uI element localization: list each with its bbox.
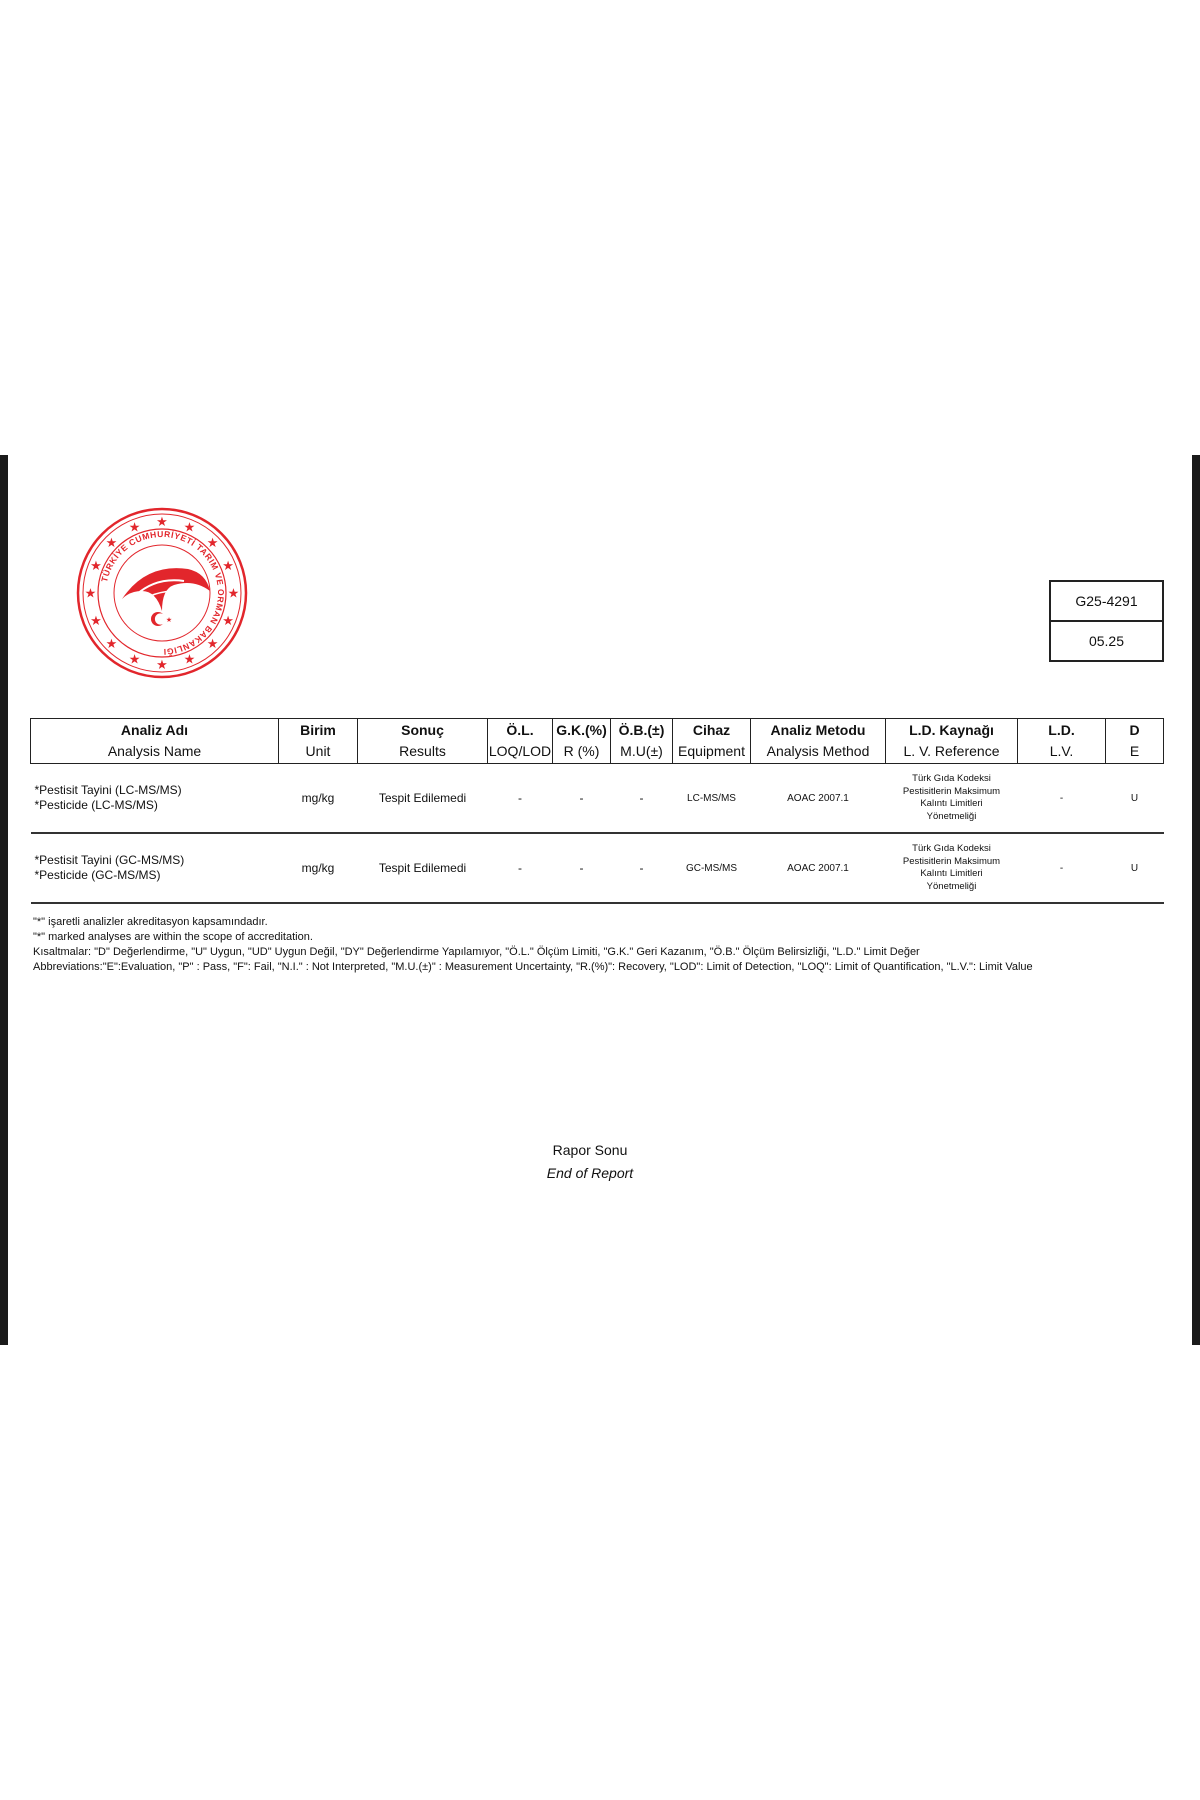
seal-star-icon: ★ — [206, 535, 219, 551]
analysis-name-cell: *Pestisit Tayini (LC-MS/MS) *Pesticide (LC-MS/MS) — [31, 764, 279, 834]
note-abbreviations-tr: Kısaltmalar: "D" Değerlendirme, "U" Uygun, "UD" Uygun Değil, "DY" Değerlendirme Yapılamıyor, "Ö.L." Ölçüm Limiti, "G.K." Geri Kazanım, "Ö.B." Ölçüm Belirsizliği, "L.D." Limit Değer — [33, 946, 920, 958]
note-abbreviations-en: Abbreviations:"E":Evaluation, "P" : Pass, "F": Fail, "N.I." : Not Interpreted, "M.U.(±)" : Measurement Uncertainty, "R.(%)": Recovery, "LOD": Limit of Detection, "LOQ": Limit of Quantification, "L.V.": Limit Value — [33, 961, 1033, 973]
table-header-row — [31, 719, 1164, 764]
seal-star-icon: ★ — [90, 559, 102, 575]
reference-cell: Türk Gıda Kodeksi Pestisitlerin Maksimum Kalıntı Limitleri Yönetmeliği — [886, 764, 1018, 834]
limit-cell: - — [1018, 764, 1106, 834]
seal-star-icon: ★ — [105, 535, 118, 551]
header-loq: Ö.L. LOQ/LOD — [488, 719, 553, 764]
result-cell: Tespit Edilemedi — [358, 833, 488, 903]
loq-cell: - — [488, 764, 553, 834]
ministry-seal-logo — [76, 507, 248, 679]
report-date: 05.25 — [1051, 620, 1162, 660]
unit-cell: mg/kg — [279, 833, 358, 903]
header-evaluation: D E — [1106, 719, 1164, 764]
svg-text:★: ★ — [165, 616, 173, 624]
seal-star-icon: ★ — [183, 652, 196, 668]
seal-star-icon: ★ — [90, 613, 102, 629]
seal-star-icon: ★ — [183, 520, 196, 536]
recovery-cell: - — [553, 833, 611, 903]
header-recovery: G.K.(%) R (%) — [553, 719, 611, 764]
seal-star-icon: ★ — [128, 520, 141, 536]
report-page — [30, 455, 1160, 1345]
header-equipment: Cihaz Equipment — [673, 719, 751, 764]
header-results: Sonuç Results — [358, 719, 488, 764]
scan-edge-left — [0, 455, 8, 1345]
seal-star-icon: ★ — [156, 515, 168, 530]
seal-star-icon: ★ — [105, 637, 118, 653]
seal-star-icon: ★ — [206, 637, 219, 653]
seal-star-icon: ★ — [128, 652, 141, 668]
header-unit: Birim Unit — [279, 719, 358, 764]
footnotes — [33, 915, 1163, 975]
end-of-report-en: End of Report — [546, 1165, 634, 1181]
limit-cell: - — [1018, 833, 1106, 903]
loq-cell: - — [488, 833, 553, 903]
evaluation-cell: U — [1106, 764, 1164, 834]
seal-star-icon: ★ — [222, 559, 234, 575]
equipment-cell: GC-MS/MS — [673, 833, 751, 903]
note-accreditation-tr: "*" işaretli analizler akreditasyon kapsamındadır. — [33, 916, 268, 928]
method-cell: AOAC 2007.1 — [751, 764, 886, 834]
evaluation-cell: U — [1106, 833, 1164, 903]
end-of-report — [30, 1139, 1150, 1185]
seal-star-icon: ★ — [84, 586, 97, 602]
seal-star-icon: ★ — [156, 658, 168, 673]
scan-edge-right — [1192, 455, 1200, 1345]
recovery-cell: - — [553, 764, 611, 834]
results-table — [30, 718, 1164, 904]
end-of-report-tr: Rapor Sonu — [552, 1142, 628, 1158]
method-cell: AOAC 2007.1 — [751, 833, 886, 903]
report-number: G25-4291 — [1075, 593, 1138, 609]
seal-star-icon: ★ — [222, 613, 234, 629]
header-limit: L.D. L.V. — [1018, 719, 1106, 764]
header-reference: L.D. Kaynağı L. V. Reference — [886, 719, 1018, 764]
analysis-name-cell: *Pestisit Tayini (GC-MS/MS) *Pesticide (GC-MS/MS) — [31, 833, 279, 903]
seal-star-icon: ★ — [227, 586, 240, 602]
uncertainty-cell: - — [611, 764, 673, 834]
table-row — [31, 833, 1164, 903]
header-analysis-name: Analiz Adı Analysis Name — [31, 719, 279, 764]
header-method: Analiz Metodu Analysis Method — [751, 719, 886, 764]
note-accreditation-en: "*" marked analyses are within the scope of accreditation. — [33, 931, 313, 943]
uncertainty-cell: - — [611, 833, 673, 903]
seal-ring-text: TÜRKİYE CUMHURİYETİ TARIM VE ORMAN BAKANLIĞI — [99, 528, 227, 658]
reference-cell: Türk Gıda Kodeksi Pestisitlerin Maksimum Kalıntı Limitleri Yönetmeliği — [886, 833, 1018, 903]
header-uncertainty: Ö.B.(±) M.U(±) — [611, 719, 673, 764]
unit-cell: mg/kg — [279, 764, 358, 834]
table-row — [31, 764, 1164, 834]
equipment-cell: LC-MS/MS — [673, 764, 751, 834]
report-id-box — [1049, 580, 1164, 662]
result-cell: Tespit Edilemedi — [358, 764, 488, 834]
